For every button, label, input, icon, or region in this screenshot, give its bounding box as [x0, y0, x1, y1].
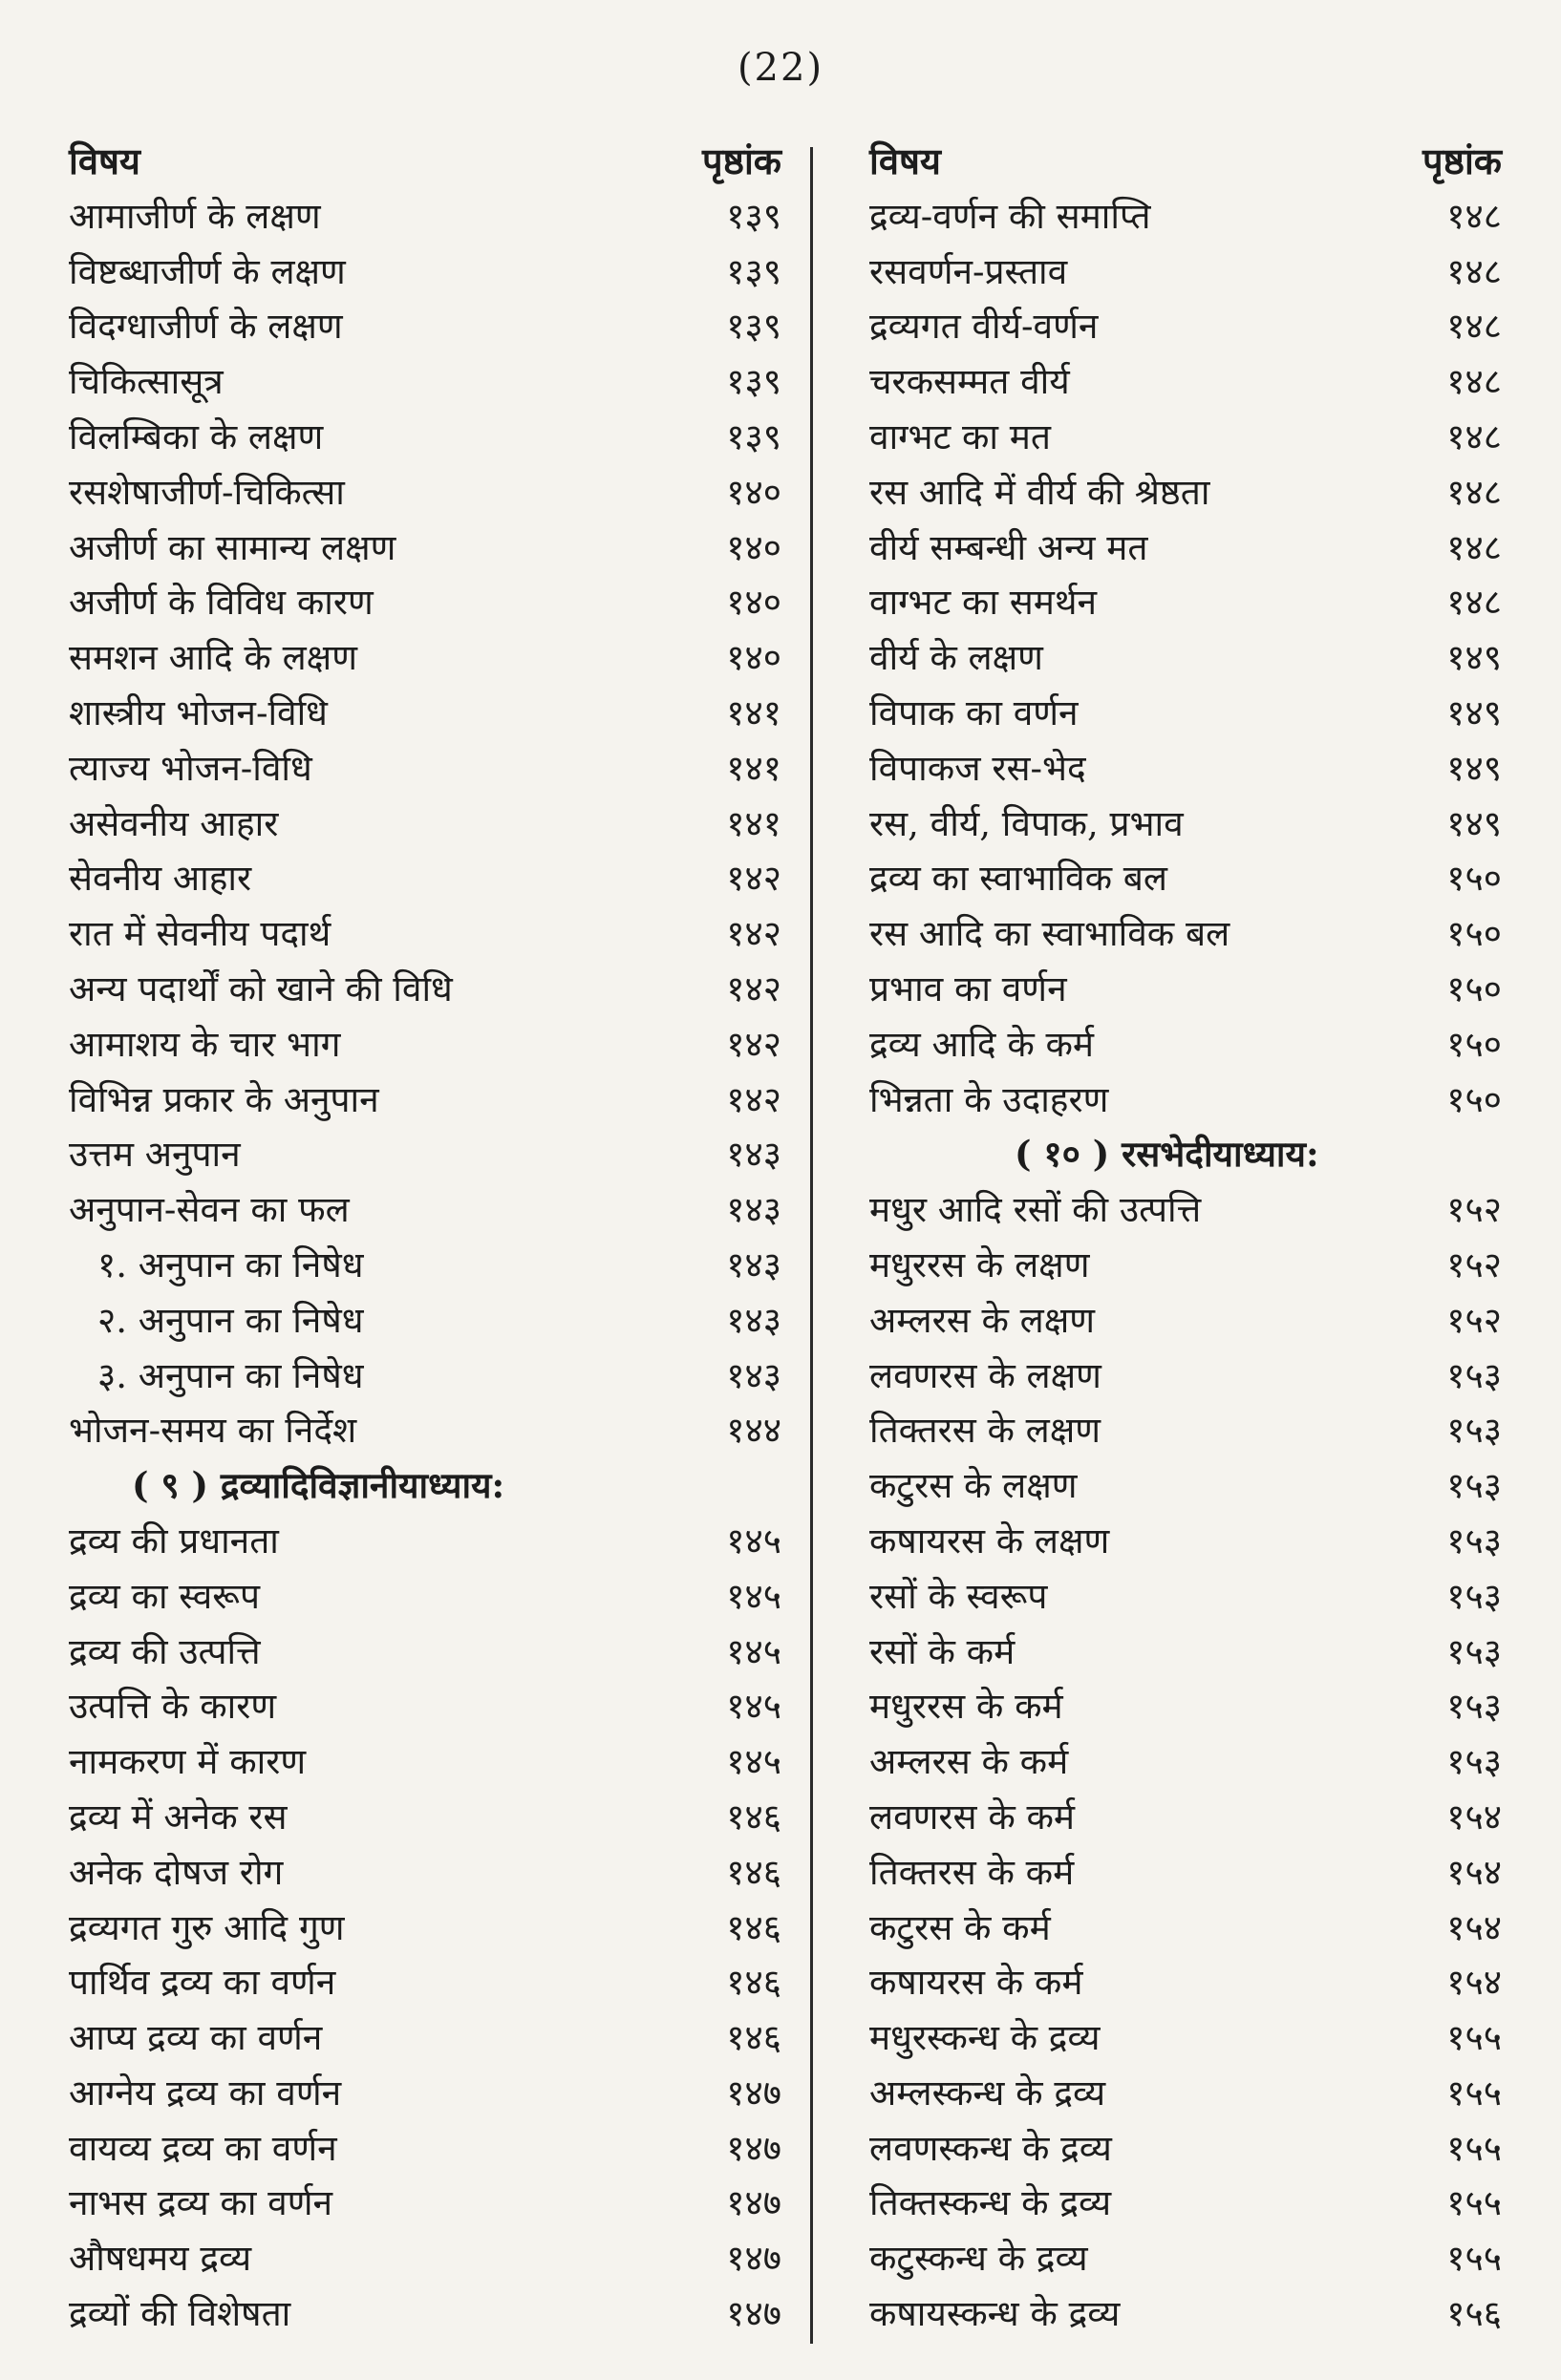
entry-page: १५३: [1446, 1575, 1502, 1617]
toc-entry: [57, 630, 791, 686]
toc-entry: [812, 189, 1508, 244]
entry-page: १४६: [726, 1851, 781, 1893]
toc-entry: [57, 465, 791, 521]
toc-entry: [812, 1514, 1508, 1569]
entry-page: १४८: [1446, 526, 1502, 568]
entry-subject: प्रभाव का वर्णन: [869, 967, 1067, 1009]
entry-subject: रसों के कर्म: [869, 1630, 1016, 1672]
left-column: [57, 134, 791, 2342]
entry-page: १३९: [726, 250, 781, 292]
entry-subject: वीर्य के लक्षण: [869, 637, 1043, 679]
toc-entry: [812, 2066, 1508, 2121]
entry-subject: रस आदि का स्वाभाविक बल: [869, 913, 1230, 955]
entry-page: १५४: [1446, 1851, 1502, 1893]
toc-entry: [812, 2286, 1508, 2342]
entry-subject: अजीर्ण के विविध कारण: [69, 582, 374, 624]
entry-page: १५४: [1446, 1796, 1502, 1838]
entry-subject: विपाक का वर्णन: [869, 691, 1079, 733]
entry-page: १४८: [1446, 415, 1502, 457]
entry-subject: लवणरस के कर्म: [869, 1796, 1076, 1838]
entry-page: १४६: [726, 1906, 781, 1948]
entry-page: १५३: [1446, 1519, 1502, 1562]
toc-entry: [812, 2121, 1508, 2177]
page-header: पृष्ठांक: [1422, 139, 1502, 182]
entry-page: १४०: [726, 526, 781, 568]
entry-subject: विपाकज रस-भेद: [869, 747, 1086, 789]
toc-entry: [812, 741, 1508, 797]
entry-subject: वायव्य द्रव्य का वर्णन: [69, 2127, 337, 2169]
entry-subject: द्रव्य आदि के कर्म: [869, 1023, 1095, 1065]
entry-page: १५२: [1446, 1189, 1502, 1231]
toc-entry: [57, 1073, 791, 1128]
toc-entry: [812, 1293, 1508, 1349]
toc-entry: [57, 2066, 791, 2121]
entry-subject: आप्य द्रव्य का वर्णन: [69, 2017, 323, 2059]
right-entries: [812, 189, 1508, 1128]
entry-page: १५२: [1446, 1243, 1502, 1286]
entry-subject: अम्लस्कन्ध के द्रव्य: [869, 2072, 1106, 2114]
entry-page: १४९: [1446, 691, 1502, 733]
entry-page: १३९: [726, 306, 781, 348]
entry-page: १४३: [726, 1134, 781, 1176]
entry-page: १५५: [1446, 2072, 1502, 2114]
entry-subject: असेवनीय आहार: [69, 802, 279, 844]
entry-subject: आग्नेय द्रव्य का वर्णन: [69, 2072, 342, 2114]
entry-subject: मधुरस्कन्ध के द्रव्य: [869, 2017, 1101, 2059]
entry-subject: नामकरण में कारण: [69, 1741, 307, 1783]
entry-page: १४८: [1446, 361, 1502, 403]
entry-page: १४२: [726, 967, 781, 1009]
entry-subject: कटुस्कन्ध के द्रव्य: [869, 2238, 1088, 2280]
left-entries-after: [57, 1514, 791, 2342]
entry-subject: रात में सेवनीय पदार्थ: [69, 913, 331, 955]
page-number: (22): [737, 46, 824, 90]
toc-entry: [57, 1790, 791, 1845]
entry-page: १५२: [1446, 1299, 1502, 1341]
entry-page: १५०: [1446, 1023, 1502, 1065]
entry-page: १४८: [1446, 582, 1502, 624]
toc-entry: [812, 1182, 1508, 1238]
toc-entry: [57, 2231, 791, 2286]
entry-page: १४३: [726, 1243, 781, 1286]
entry-page: १५३: [1446, 1686, 1502, 1728]
entry-subject: अम्लरस के लक्षण: [869, 1299, 1096, 1341]
entry-page: १४८: [1446, 195, 1502, 237]
toc-entry: [57, 962, 791, 1017]
entry-page: १४१: [726, 747, 781, 789]
entry-subject: समशन आदि के लक्षण: [69, 637, 357, 679]
entry-page: १४७: [726, 2072, 781, 2114]
entry-subject: मधुररस के लक्षण: [869, 1243, 1090, 1286]
entry-subject: अम्लरस के कर्म: [869, 1741, 1069, 1783]
entry-subject: कषायरस के कर्म: [869, 1962, 1083, 2004]
entry-subject: द्रव्य का स्वाभाविक बल: [869, 858, 1167, 900]
entry-subject: रसशेषाजीर्ण-चिकित्सा: [69, 471, 345, 513]
entry-page: १४६: [726, 1796, 781, 1838]
toc-entry: [57, 521, 791, 576]
toc-entry: [57, 1293, 791, 1349]
toc-entry: [57, 189, 791, 244]
entry-page: १४२: [726, 913, 781, 955]
entry-page: १५३: [1446, 1465, 1502, 1507]
toc-entry: [812, 410, 1508, 465]
entry-page: १४०: [726, 582, 781, 624]
left-column-header: [57, 134, 791, 189]
toc-entry: [57, 851, 791, 906]
toc-entry: [57, 1514, 791, 1569]
entry-subject: लवणस्कन्ध के द्रव्य: [869, 2127, 1112, 2169]
entry-subject: औषधमय द्रव्य: [69, 2238, 252, 2280]
entry-page: १५०: [1446, 858, 1502, 900]
toc-entry: [57, 686, 791, 741]
entry-page: १४१: [726, 691, 781, 733]
entry-subject: विभिन्न प्रकार के अनुपान: [69, 1078, 379, 1120]
entry-page: १५५: [1446, 2017, 1502, 2059]
entry-page: १४६: [726, 2017, 781, 2059]
entry-page: १४१: [726, 802, 781, 844]
entry-subject: तिक्तरस के कर्म: [869, 1851, 1075, 1893]
toc-entry: [812, 1238, 1508, 1293]
entry-subject: मधुर आदि रसों की उत्पत्ति: [869, 1189, 1202, 1231]
toc-entry: [57, 1569, 791, 1625]
toc-entry: [57, 1182, 791, 1238]
entry-subject: पार्थिव द्रव्य का वर्णन: [69, 1962, 336, 2004]
toc-entry: [57, 1127, 791, 1182]
entry-page: १४८: [1446, 471, 1502, 513]
toc-entry: [57, 244, 791, 300]
entry-subject: द्रव्य-वर्णन की समाप्ति: [869, 195, 1151, 237]
right-column: [812, 134, 1508, 2342]
entry-page: १४८: [1446, 250, 1502, 292]
toc-entry: [57, 741, 791, 797]
entry-subject: कषायस्कन्ध के द्रव्य: [869, 2293, 1121, 2335]
toc-entry: [812, 2231, 1508, 2286]
toc-entry: [812, 1679, 1508, 1734]
entry-page: १४७: [726, 2238, 781, 2280]
toc-entry: [812, 630, 1508, 686]
entry-page: १५४: [1446, 1906, 1502, 1948]
entry-subject: भिन्नता के उदाहरण: [869, 1078, 1109, 1120]
entry-page: १४९: [1446, 802, 1502, 844]
left-entries: [57, 189, 791, 1458]
subject-header: विषय: [69, 139, 140, 182]
entry-page: १४७: [726, 2127, 781, 2169]
toc-entry: [57, 1349, 791, 1404]
toc-entry: [812, 851, 1508, 906]
toc-entry: [812, 354, 1508, 410]
entry-subject: वाग्भट का मत: [869, 415, 1051, 457]
entry-subject: विदग्धाजीर्ण के लक्षण: [69, 306, 343, 348]
entry-subject: आमाजीर्ण के लक्षण: [69, 195, 321, 237]
entry-page: १५०: [1446, 1078, 1502, 1120]
entry-subject: आमाशय के चार भाग: [69, 1023, 341, 1065]
entry-subject: विष्टब्धाजीर्ण के लक्षण: [69, 250, 346, 292]
entry-page: १४५: [726, 1686, 781, 1728]
entry-subject: द्रव्य में अनेक रस: [69, 1796, 288, 1838]
toc-entry: [57, 1238, 791, 1293]
entry-subject: ३. अनुपान का निषेध: [97, 1354, 364, 1396]
entry-subject: अजीर्ण का सामान्य लक्षण: [69, 526, 396, 568]
entry-subject: द्रव्य की उत्पत्ति: [69, 1630, 261, 1672]
entry-subject: २. अनुपान का निषेध: [97, 1299, 364, 1341]
entry-subject: चिकित्सासूत्र: [69, 361, 224, 403]
entry-subject: भोजन-समय का निर्देश: [69, 1410, 357, 1452]
toc-entry: [812, 1569, 1508, 1625]
toc-entry: [812, 686, 1508, 741]
entry-page: १४७: [726, 2293, 781, 2335]
entry-page: १५३: [1446, 1354, 1502, 1396]
entry-page: १४०: [726, 471, 781, 513]
entry-subject: त्याज्य भोजन-विधि: [69, 747, 312, 789]
toc-entry: [812, 521, 1508, 576]
toc-entry: [812, 1625, 1508, 1680]
entry-page: १३९: [726, 195, 781, 237]
toc-entry: [57, 354, 791, 410]
entry-subject: नाभस द्रव्य का वर्णन: [69, 2182, 333, 2224]
entry-page: १५३: [1446, 1741, 1502, 1783]
entry-subject: द्रव्यगत वीर्य-वर्णन: [869, 306, 1099, 348]
toc-entry: [812, 1734, 1508, 1790]
toc-entry: [57, 2121, 791, 2177]
entry-subject: रस, वीर्य, विपाक, प्रभाव: [869, 802, 1184, 844]
entry-page: १४७: [726, 2182, 781, 2224]
toc-entry: [57, 1901, 791, 1956]
entry-page: १४३: [726, 1299, 781, 1341]
entry-page: १४२: [726, 1078, 781, 1120]
toc-entry: [57, 575, 791, 630]
entry-subject: कटुरस के लक्षण: [869, 1465, 1078, 1507]
entry-page: १४८: [1446, 306, 1502, 348]
entry-subject: द्रव्यगत गुरु आदि गुण: [69, 1906, 345, 1948]
entry-subject: उत्तम अनुपान: [69, 1134, 241, 1176]
entry-page: १५४: [1446, 1962, 1502, 2004]
entry-page: १४२: [726, 858, 781, 900]
entry-page: १५५: [1446, 2127, 1502, 2169]
entry-page: १४२: [726, 1023, 781, 1065]
entry-subject: द्रव्यों की विशेषता: [69, 2293, 291, 2335]
toc-entry: [812, 1790, 1508, 1845]
entry-page: १४५: [726, 1519, 781, 1562]
toc-entry: [57, 1734, 791, 1790]
entry-page: १४३: [726, 1354, 781, 1396]
toc-entry: [57, 797, 791, 852]
entry-subject: तिक्तरस के लक्षण: [869, 1410, 1101, 1452]
toc-entry: [812, 1073, 1508, 1128]
toc-entry: [812, 1845, 1508, 1901]
entry-page: १५५: [1446, 2238, 1502, 2280]
entry-subject: अनेक दोषज रोग: [69, 1851, 284, 1893]
chapter-heading: ( १० ) रसभेदीयाध्याय:: [1015, 1133, 1319, 1176]
entry-page: १४५: [726, 1630, 781, 1672]
entry-page: १४५: [726, 1741, 781, 1783]
toc-entry: [812, 2176, 1508, 2231]
entry-page: १५६: [1446, 2293, 1502, 2335]
entry-subject: कषायरस के लक्षण: [869, 1519, 1110, 1562]
entry-subject: चरकसम्मत वीर्य: [869, 361, 1070, 403]
entry-subject: तिक्तस्कन्ध के द्रव्य: [869, 2182, 1112, 2224]
right-column-header: [812, 134, 1508, 189]
entry-page: १५०: [1446, 967, 1502, 1009]
entry-subject: वाग्भट का समर्थन: [869, 582, 1098, 624]
toc-entry: [812, 797, 1508, 852]
entry-page: १५३: [1446, 1410, 1502, 1452]
entry-subject: कटुरस के कर्म: [869, 1906, 1051, 1948]
entry-subject: अनुपान-सेवन का फल: [69, 1189, 350, 1231]
toc-entry: [812, 1901, 1508, 1956]
entry-subject: रस आदि में वीर्य की श्रेष्ठता: [869, 471, 1210, 513]
entry-page: १५३: [1446, 1630, 1502, 1672]
entry-page: १४०: [726, 637, 781, 679]
toc-entry: [57, 1955, 791, 2010]
entry-subject: उत्पत्ति के कारण: [69, 1686, 277, 1728]
entry-page: १४९: [1446, 747, 1502, 789]
right-entries-after: [812, 1182, 1508, 2342]
entry-subject: रसवर्णन-प्रस्ताव: [869, 250, 1068, 292]
entry-subject: रसों के स्वरूप: [869, 1575, 1048, 1617]
entry-subject: लवणरस के लक्षण: [869, 1354, 1101, 1396]
toc-entry: [57, 1845, 791, 1901]
entry-subject: शास्त्रीय भोजन-विधि: [69, 691, 328, 733]
subject-header: विषय: [869, 139, 941, 182]
toc-entry: [812, 1955, 1508, 2010]
table-of-contents: [57, 134, 1509, 2359]
toc-entry: [812, 1403, 1508, 1458]
entry-subject: द्रव्य की प्रधानता: [69, 1519, 279, 1562]
toc-entry: [57, 1625, 791, 1680]
toc-entry: [57, 906, 791, 962]
entry-subject: द्रव्य का स्वरूप: [69, 1575, 261, 1617]
entry-subject: १. अनुपान का निषेध: [97, 1243, 364, 1286]
toc-entry: [812, 1349, 1508, 1404]
entry-page: १५०: [1446, 913, 1502, 955]
entry-subject: अन्य पदार्थों को खाने की विधि: [69, 967, 453, 1009]
entry-page: १४५: [726, 1575, 781, 1617]
toc-entry: [57, 2286, 791, 2342]
toc-entry: [812, 962, 1508, 1017]
toc-entry: [57, 2010, 791, 2066]
toc-entry: [57, 410, 791, 465]
toc-entry: [812, 299, 1508, 354]
chapter-heading: ( ९ ) द्रव्यादिविज्ञानीयाध्याय:: [132, 1464, 505, 1507]
toc-entry: [57, 1679, 791, 1734]
toc-entry: [812, 2010, 1508, 2066]
entry-page: १४४: [726, 1410, 781, 1452]
toc-entry: [812, 906, 1508, 962]
entry-page: १३९: [726, 361, 781, 403]
entry-subject: मधुररस के कर्म: [869, 1686, 1063, 1728]
toc-entry: [812, 1458, 1508, 1514]
entry-page: १४९: [1446, 637, 1502, 679]
entry-subject: सेवनीय आहार: [69, 858, 252, 900]
toc-entry: [812, 1017, 1508, 1073]
entry-page: १४६: [726, 1962, 781, 2004]
toc-entry: [57, 2176, 791, 2231]
entry-page: १५५: [1446, 2182, 1502, 2224]
toc-entry: [57, 299, 791, 354]
toc-entry: [57, 1403, 791, 1458]
toc-entry: [812, 575, 1508, 630]
entry-subject: विलम्बिका के लक्षण: [69, 415, 324, 457]
entry-subject: वीर्य सम्बन्धी अन्य मत: [869, 526, 1148, 568]
page-header: पृष्ठांक: [702, 139, 781, 182]
entry-page: १४३: [726, 1189, 781, 1231]
entry-page: १३९: [726, 415, 781, 457]
toc-entry: [812, 244, 1508, 300]
toc-entry: [812, 465, 1508, 521]
toc-entry: [57, 1017, 791, 1073]
